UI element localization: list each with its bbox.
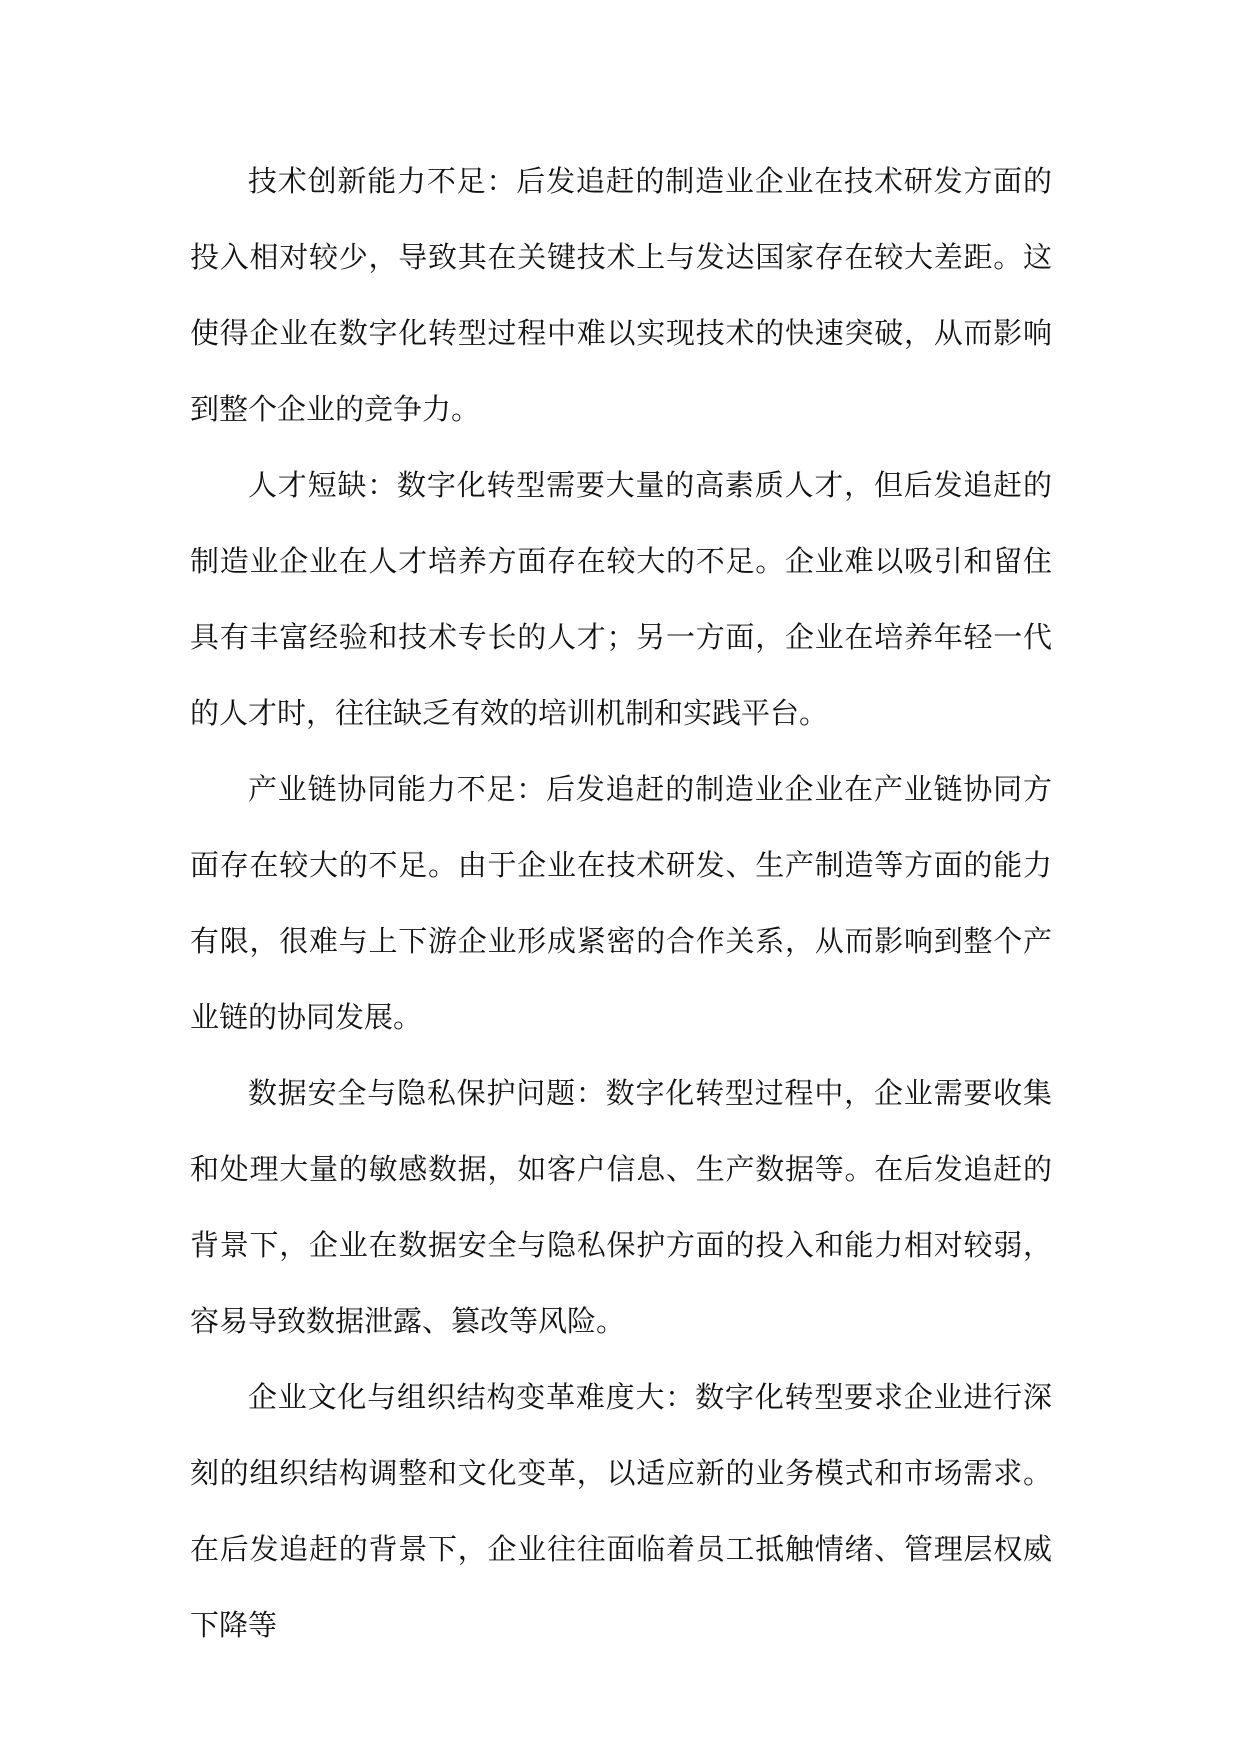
- paragraph-corporate-culture: 企业文化与组织结构变革难度大：数字化转型要求企业进行深刻的组织结构调整和文化变革，以适应新的业务模式和市场需求。在后发追赶的背景下，企业往往面临着员工抵触情绪、管理层权威下降等: [190, 1380, 1052, 1642]
- paragraph-talent-shortage: 人才短缺：数字化转型需要大量的高素质人才，但后发追赶的制造业企业在人才培养方面存在较大的不足。企业难以吸引和留住具有丰富经验和技术专长的人才；另一方面，企业在培养年轻一代的人才时，往往缺乏有效的培训机制和实践平台。: [190, 468, 1052, 730]
- paragraph-industry-chain: 产业链协同能力不足：后发追赶的制造业企业在产业链协同方面存在较大的不足。由于企业在技术研发、生产制造等方面的能力有限，很难与上下游企业形成紧密的合作关系，从而影响到整个产业链的协同发展。: [190, 772, 1052, 1034]
- paragraph-tech-innovation: 技术创新能力不足：后发追赶的制造业企业在技术研发方面的投入相对较少，导致其在关键技术上与发达国家存在较大差距。这使得企业在数字化转型过程中难以实现技术的快速突破，从而影响到整个企业的竞争力。: [190, 164, 1052, 426]
- document-body: [190, 143, 1052, 1663]
- paragraph-data-security: 数据安全与隐私保护问题：数字化转型过程中，企业需要收集和处理大量的敏感数据，如客户信息、生产数据等。在后发追赶的背景下，企业在数据安全与隐私保护方面的投入和能力相对较弱，容易导致数据泄露、篡改等风险。: [190, 1076, 1052, 1338]
